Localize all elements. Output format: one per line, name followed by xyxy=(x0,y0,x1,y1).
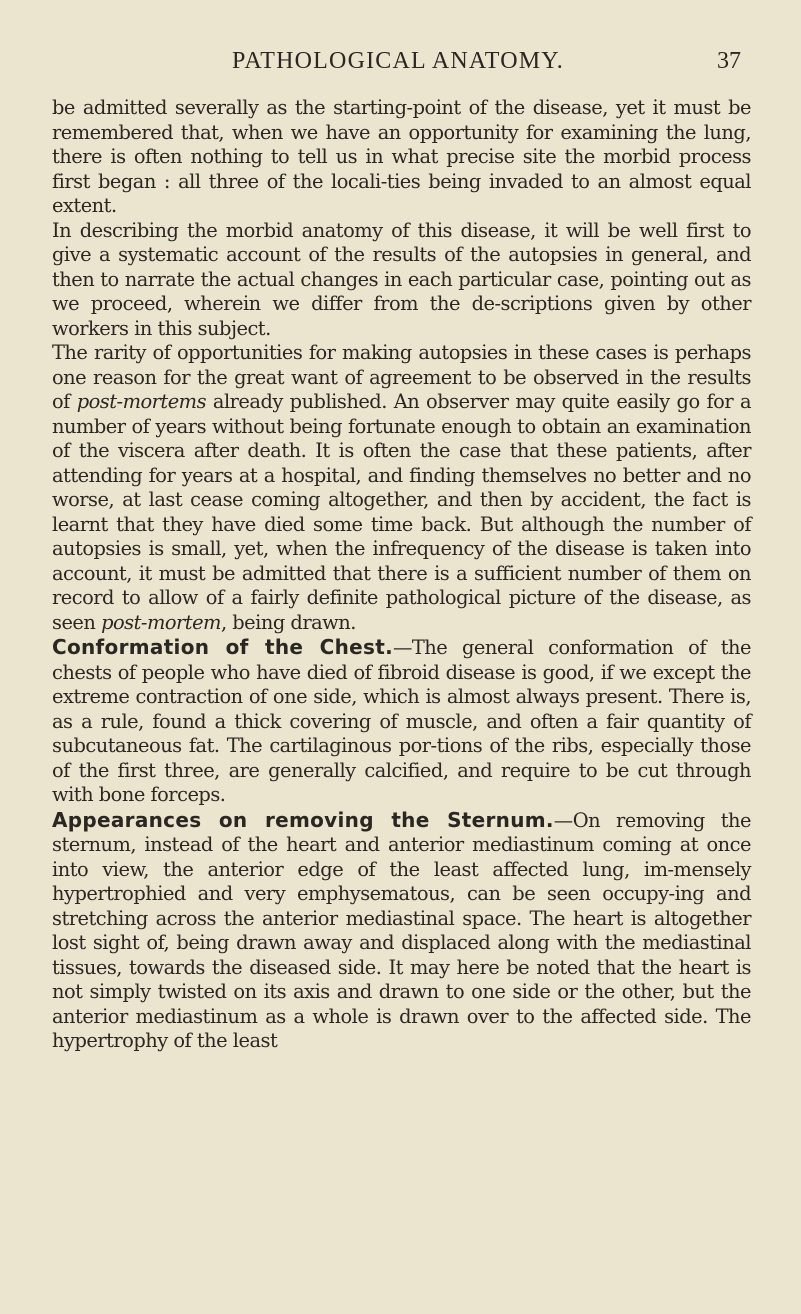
paragraph-continuation xyxy=(52,96,751,219)
page-header xyxy=(0,48,801,82)
paragraph-conformation-of-chest xyxy=(52,635,751,808)
italic-term: post-mortem xyxy=(101,610,221,634)
section-heading-conformation: Conformation of the Chest. xyxy=(52,635,393,659)
paragraph-text: be admitted severally as the starting-point of the disease, yet it must be remembered that, when we have an opportunity for examining the lung, there is often nothing to tell us in what precise site the morbid process first began : all three of the locali-ties being invaded to an almost equal extent. xyxy=(52,96,751,217)
paragraph-rarity-of-autopsies xyxy=(52,341,751,635)
paragraph-text: —On removing the sternum, instead of the heart and anterior mediastinum coming at once into view, the anterior edge of the least affected lung, im-mensely hypertrophied and very emphysematous, can be seen occupy-ing and stretching across the anterior mediastinal space. The heart is altogether lost sight of, being drawn away and displaced along with the mediastinal tissues, towards the diseased side. It may here be noted that the heart is not simply twisted on its axis and drawn to one side or the other, but the anterior mediastinum as a whole is drawn over to the affected side. The hypertrophy of the least xyxy=(52,808,751,1052)
paragraph-removing-sternum xyxy=(52,808,751,1054)
body-text xyxy=(52,96,751,1054)
paragraph-text: In describing the morbid anatomy of this disease, it will be well first to give a systematic account of the results of the autopsies in general, and then to narrate the actual changes in each particular case, pointing out as we proceed, wherein we differ from the de-scriptions given by other workers in this subject. xyxy=(52,218,751,340)
italic-term: post-mortems xyxy=(76,390,207,413)
paragraph-morbid-anatomy-intro xyxy=(52,219,751,342)
section-heading-sternum: Appearances on removing the Sternum. xyxy=(52,807,554,832)
paragraph-text: already published. An observer may quite easily go for a number of years without being fortunate enough to obtain an examination of the viscera after death. It is often the case that these patients, after attending for years at a hospital, and finding themselves no better and no worse, at last cease coming altogether, and then by accident, the fact is learnt that they have died some time back. But although the number of autopsies is small, yet, when the infrequency of the disease is taken into account, it must be admitted that there is a sufficient number of them on record to allow of a fairly definite pathological picture of the disease, as seen xyxy=(52,390,752,634)
page-number: 37 xyxy=(717,48,741,74)
running-head: PATHOLOGICAL ANATOMY. xyxy=(232,48,564,74)
paragraph-text: , being drawn. xyxy=(220,610,356,634)
paragraph-text: The rarity of opportunities for making autopsies in these cases is perhaps one reason for the great want of agreement to be observed in the results of xyxy=(52,341,751,413)
paragraph-text: —The general conformation of the chests of people who have died of fibroid disease is good, if we except the extreme contraction of one side, which is almost always present. There is, as a rule, found a thick covering of muscle, and often a fair quantity of subcutaneous fat. The cartilaginous por-tions of the ribs, especially those of the first three, are generally calcified, and require to be cut through with bone forceps. xyxy=(52,636,751,806)
